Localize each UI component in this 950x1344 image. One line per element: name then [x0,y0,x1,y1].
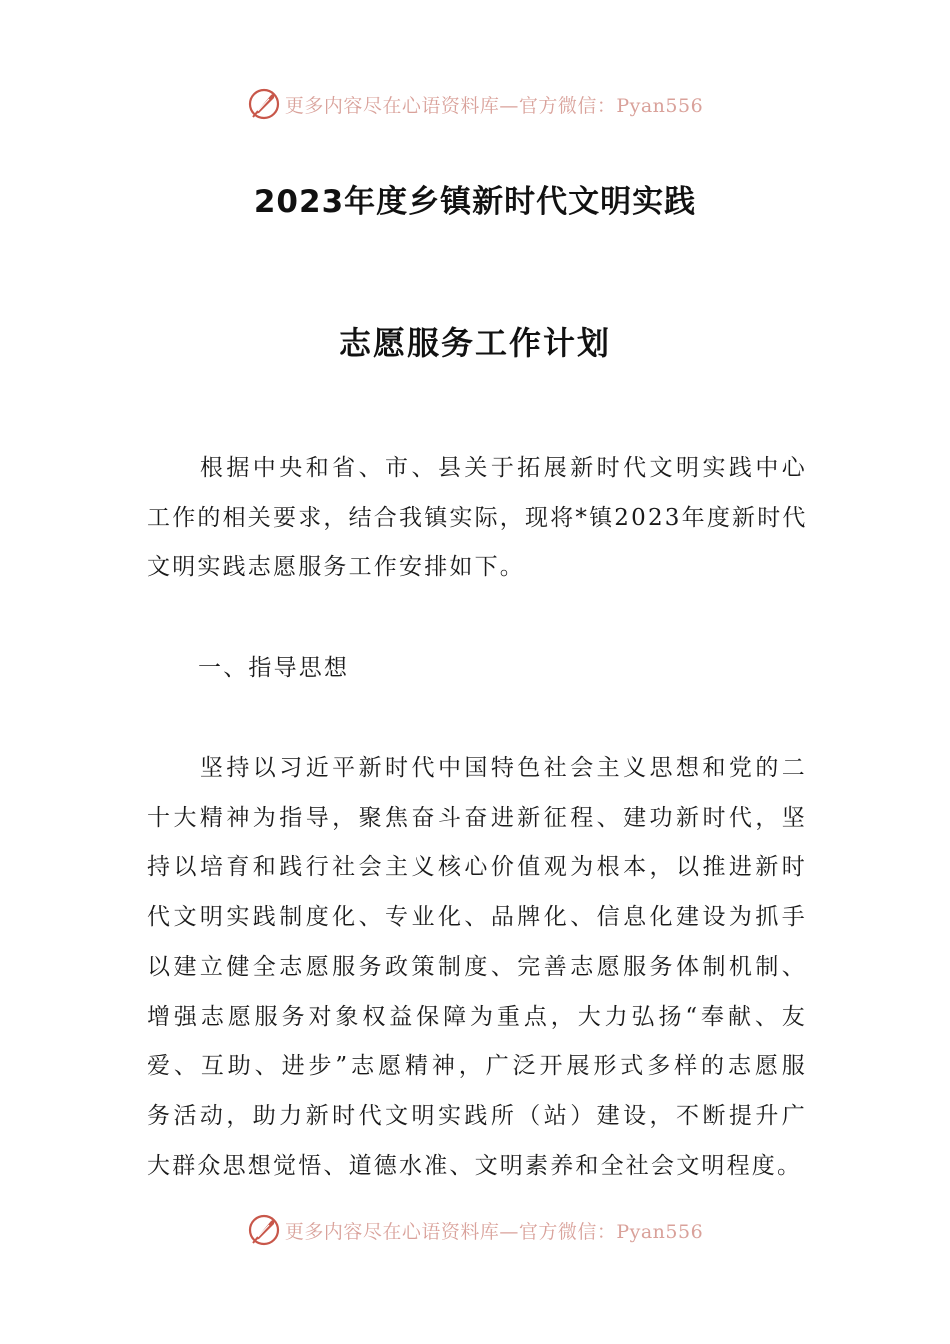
intro-paragraph [147,444,807,593]
feather-pen-circle-icon [247,1213,281,1247]
feather-pen-circle-icon [247,87,281,121]
document-title-line2: 志愿服务工作计划 [338,324,611,362]
section1-line: 十大精神为指导，聚焦奋斗奋进新征程、建功新时代，坚 [147,804,807,831]
section1-line: 务活动，助力新时代文明实践所（站）建设，不断提升广 [147,1102,807,1129]
intro-line: 根据中央和省、市、县关于拓展新时代文明实践中心 [147,455,807,481]
watermark-header [0,84,950,124]
section1-line: 大群众思想觉悟、道德水准、文明素养和全社会文明程度。 [147,1152,803,1179]
watermark-text: 更多内容尽在心语资料库—官方微信：Pyan556 [284,94,704,117]
watermark-text: 更多内容尽在心语资料库—官方微信：Pyan556 [284,1220,704,1243]
document-title-line1: 2023年度乡镇新时代文明实践 [253,184,697,220]
section1-line: 坚持以习近平新时代中国特色社会主义思想和党的二 [147,755,807,781]
intro-line: 文明实践志愿服务工作安排如下。 [147,554,525,581]
section1-line: 增强志愿服务对象权益保障为重点，大力弘扬“奉献、友 [147,1003,807,1030]
section1-paragraph [147,744,807,1191]
intro-line: 工作的相关要求，结合我镇实际，现将*镇2023年度新时代 [147,504,808,531]
watermark-footer [0,1210,950,1250]
section-heading: 一、指导思想 [198,655,350,681]
section1-line: 代文明实践制度化、专业化、品牌化、信息化建设为抓手 [147,904,807,931]
section1-line: 持以培育和践行社会主义核心价值观为根本，以推进新时 [147,854,807,881]
section1-line: 爱、互助、进步”志愿精神，广泛开展形式多样的志愿服 [147,1053,807,1080]
section1-line: 以建立健全志愿服务政策制度、完善志愿服务体制机制、 [147,953,807,980]
